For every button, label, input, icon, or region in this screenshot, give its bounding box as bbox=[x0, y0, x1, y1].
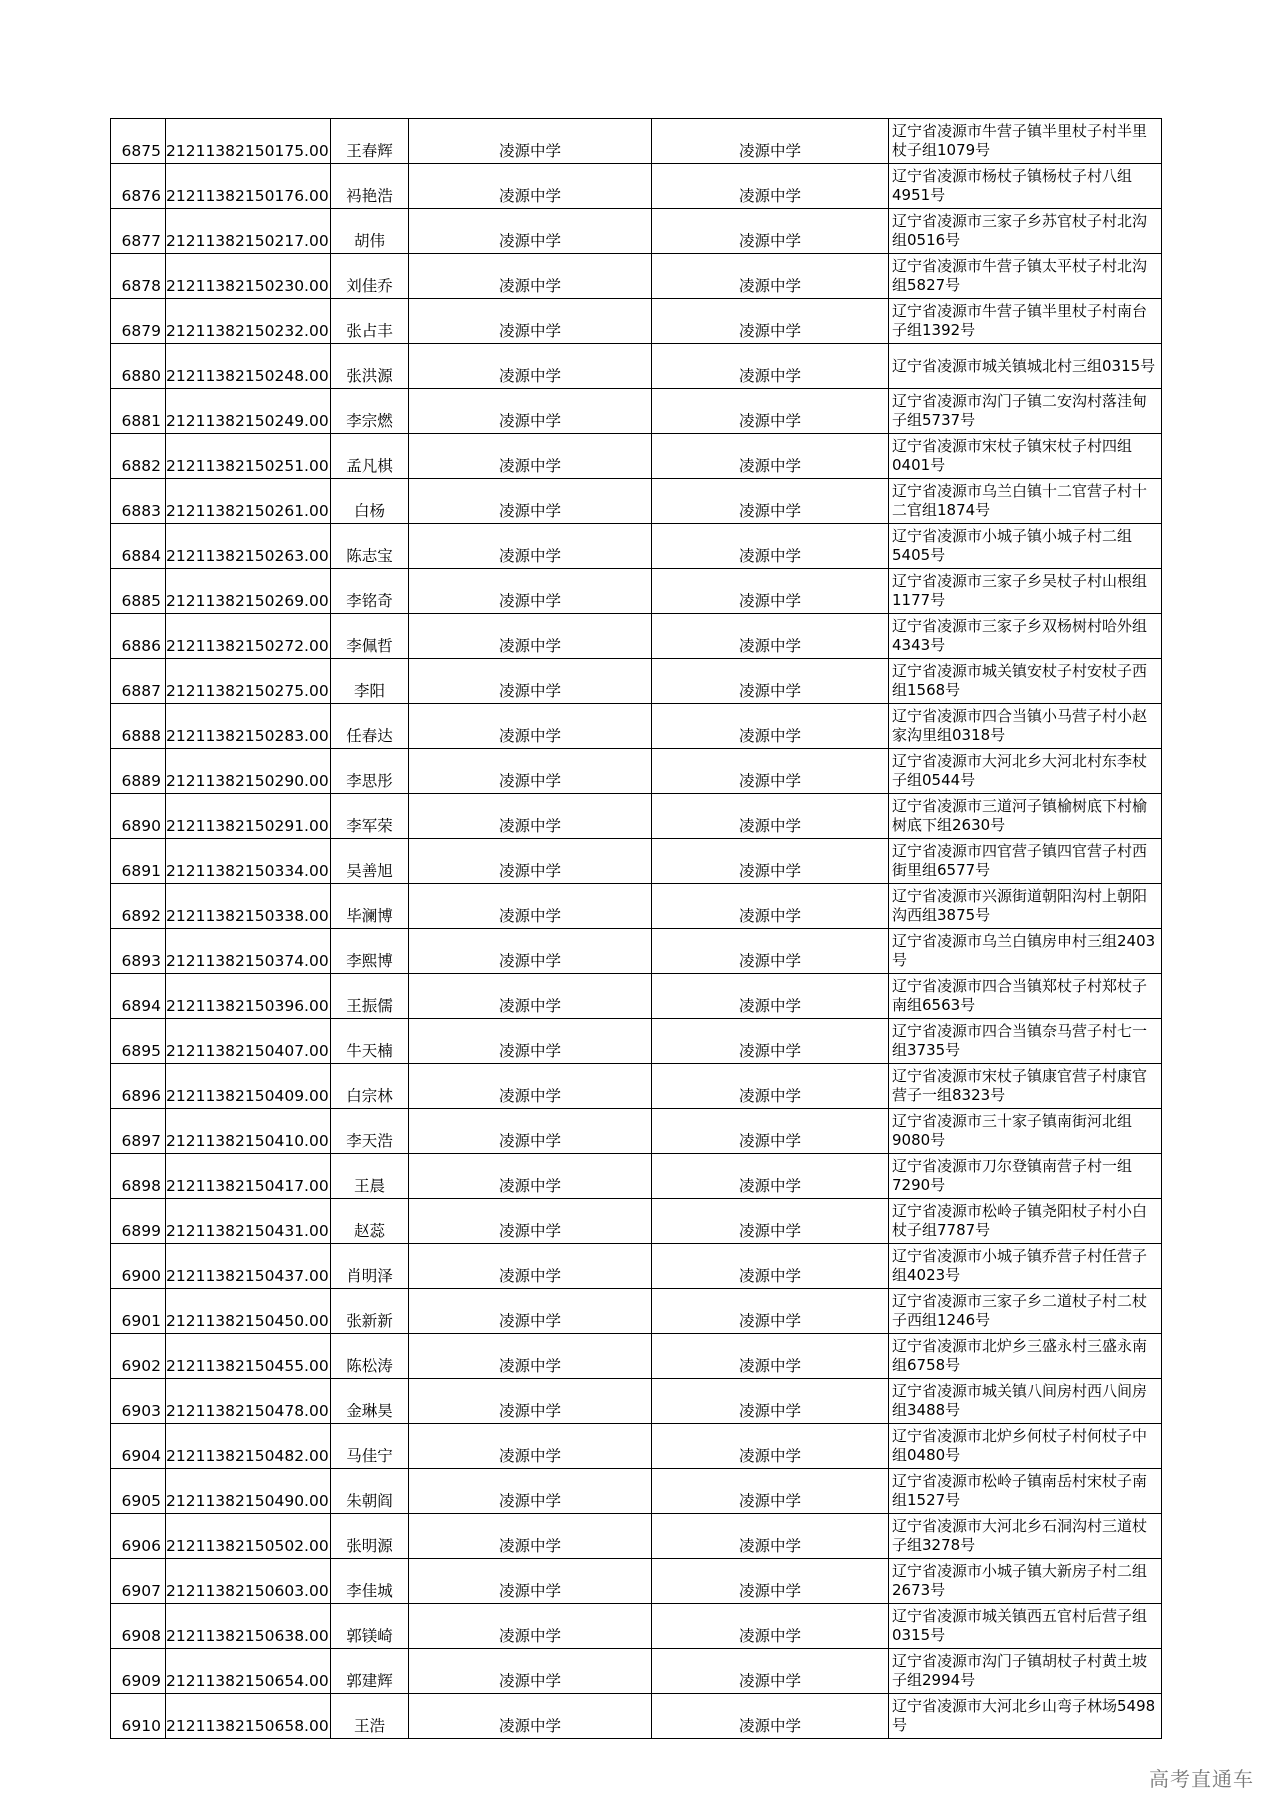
row-number-cell: 6890 bbox=[111, 794, 166, 839]
home-address-cell: 辽宁省凌源市城关镇八间房村西八间房组3488号 bbox=[889, 1379, 1162, 1424]
graduation-school-cell: 凌源中学 bbox=[652, 839, 889, 884]
student-name-cell: 李天浩 bbox=[331, 1109, 409, 1154]
school-name-cell: 凌源中学 bbox=[409, 1154, 652, 1199]
school-name-cell: 凌源中学 bbox=[409, 839, 652, 884]
student-name-cell: 白杨 bbox=[331, 479, 409, 524]
home-address-cell: 辽宁省凌源市宋杖子镇宋杖子村四组0401号 bbox=[889, 434, 1162, 479]
exam-number-cell: 21211382150396.00 bbox=[166, 974, 331, 1019]
row-number-cell: 6884 bbox=[111, 524, 166, 569]
home-address-cell: 辽宁省凌源市乌兰白镇十二官营子村十二官组1874号 bbox=[889, 479, 1162, 524]
row-number-cell: 6902 bbox=[111, 1334, 166, 1379]
school-name-cell: 凌源中学 bbox=[409, 524, 652, 569]
table-row bbox=[111, 344, 1162, 389]
graduation-school-cell: 凌源中学 bbox=[652, 1109, 889, 1154]
table-row bbox=[111, 1199, 1162, 1244]
graduation-school-cell: 凌源中学 bbox=[652, 1694, 889, 1739]
student-name-cell: 李佩哲 bbox=[331, 614, 409, 659]
home-address-cell: 辽宁省凌源市刀尔登镇南营子村一组7290号 bbox=[889, 1154, 1162, 1199]
student-name-cell: 李铭奇 bbox=[331, 569, 409, 614]
school-name-cell: 凌源中学 bbox=[409, 1064, 652, 1109]
exam-number-cell: 21211382150232.00 bbox=[166, 299, 331, 344]
exam-number-cell: 21211382150658.00 bbox=[166, 1694, 331, 1739]
home-address-cell: 辽宁省凌源市三家子乡二道杖子村二杖子西组1246号 bbox=[889, 1289, 1162, 1334]
row-number-cell: 6891 bbox=[111, 839, 166, 884]
student-name-cell: 张明源 bbox=[331, 1514, 409, 1559]
student-name-cell: 郭建辉 bbox=[331, 1649, 409, 1694]
graduation-school-cell: 凌源中学 bbox=[652, 209, 889, 254]
student-name-cell: 白宗林 bbox=[331, 1064, 409, 1109]
school-name-cell: 凌源中学 bbox=[409, 1514, 652, 1559]
exam-number-cell: 21211382150291.00 bbox=[166, 794, 331, 839]
graduation-school-cell: 凌源中学 bbox=[652, 164, 889, 209]
exam-number-cell: 21211382150490.00 bbox=[166, 1469, 331, 1514]
row-number-cell: 6904 bbox=[111, 1424, 166, 1469]
graduation-school-cell: 凌源中学 bbox=[652, 1559, 889, 1604]
table-row bbox=[111, 1109, 1162, 1154]
row-number-cell: 6877 bbox=[111, 209, 166, 254]
row-number-cell: 6889 bbox=[111, 749, 166, 794]
school-name-cell: 凌源中学 bbox=[409, 434, 652, 479]
school-name-cell: 凌源中学 bbox=[409, 254, 652, 299]
graduation-school-cell: 凌源中学 bbox=[652, 344, 889, 389]
graduation-school-cell: 凌源中学 bbox=[652, 1019, 889, 1064]
home-address-cell: 辽宁省凌源市大河北乡大河北村东李杖子组0544号 bbox=[889, 749, 1162, 794]
graduation-school-cell: 凌源中学 bbox=[652, 479, 889, 524]
exam-number-cell: 21211382150230.00 bbox=[166, 254, 331, 299]
row-number-cell: 6893 bbox=[111, 929, 166, 974]
table-row bbox=[111, 1154, 1162, 1199]
exam-number-cell: 21211382150272.00 bbox=[166, 614, 331, 659]
exam-number-cell: 21211382150437.00 bbox=[166, 1244, 331, 1289]
exam-number-cell: 21211382150334.00 bbox=[166, 839, 331, 884]
exam-number-cell: 21211382150482.00 bbox=[166, 1424, 331, 1469]
home-address-cell: 辽宁省凌源市乌兰白镇房申村三组2403号 bbox=[889, 929, 1162, 974]
row-number-cell: 6895 bbox=[111, 1019, 166, 1064]
graduation-school-cell: 凌源中学 bbox=[652, 1424, 889, 1469]
school-name-cell: 凌源中学 bbox=[409, 1289, 652, 1334]
table-row bbox=[111, 389, 1162, 434]
table-row bbox=[111, 254, 1162, 299]
row-number-cell: 6886 bbox=[111, 614, 166, 659]
table-row bbox=[111, 1649, 1162, 1694]
table-row bbox=[111, 794, 1162, 839]
exam-number-cell: 21211382150417.00 bbox=[166, 1154, 331, 1199]
student-name-cell: 李宗燃 bbox=[331, 389, 409, 434]
home-address-cell: 辽宁省凌源市三家子乡吴杖子村山根组1177号 bbox=[889, 569, 1162, 614]
school-name-cell: 凌源中学 bbox=[409, 1604, 652, 1649]
row-number-cell: 6882 bbox=[111, 434, 166, 479]
table-row bbox=[111, 164, 1162, 209]
exam-number-cell: 21211382150176.00 bbox=[166, 164, 331, 209]
graduation-school-cell: 凌源中学 bbox=[652, 119, 889, 164]
student-name-cell: 李熙博 bbox=[331, 929, 409, 974]
row-number-cell: 6883 bbox=[111, 479, 166, 524]
graduation-school-cell: 凌源中学 bbox=[652, 524, 889, 569]
graduation-school-cell: 凌源中学 bbox=[652, 884, 889, 929]
student-name-cell: 任春达 bbox=[331, 704, 409, 749]
home-address-cell: 辽宁省凌源市宋杖子镇康官营子村康官营子一组8323号 bbox=[889, 1064, 1162, 1109]
row-number-cell: 6900 bbox=[111, 1244, 166, 1289]
watermark-text: 高考直通车 bbox=[1149, 1767, 1254, 1791]
row-number-cell: 6878 bbox=[111, 254, 166, 299]
student-name-cell: 王浩 bbox=[331, 1694, 409, 1739]
graduation-school-cell: 凌源中学 bbox=[652, 299, 889, 344]
row-number-cell: 6898 bbox=[111, 1154, 166, 1199]
home-address-cell: 辽宁省凌源市四合当镇小马营子村小赵家沟里组0318号 bbox=[889, 704, 1162, 749]
home-address-cell: 辽宁省凌源市三道河子镇榆树底下村榆树底下组2630号 bbox=[889, 794, 1162, 839]
student-name-cell: 陈松涛 bbox=[331, 1334, 409, 1379]
row-number-cell: 6897 bbox=[111, 1109, 166, 1154]
school-name-cell: 凌源中学 bbox=[409, 929, 652, 974]
table-row bbox=[111, 929, 1162, 974]
graduation-school-cell: 凌源中学 bbox=[652, 974, 889, 1019]
school-name-cell: 凌源中学 bbox=[409, 1469, 652, 1514]
exam-number-cell: 21211382150269.00 bbox=[166, 569, 331, 614]
table-row bbox=[111, 119, 1162, 164]
table-row bbox=[111, 1514, 1162, 1559]
school-name-cell: 凌源中学 bbox=[409, 704, 652, 749]
table-row bbox=[111, 1334, 1162, 1379]
exam-number-cell: 21211382150263.00 bbox=[166, 524, 331, 569]
row-number-cell: 6892 bbox=[111, 884, 166, 929]
exam-number-cell: 21211382150175.00 bbox=[166, 119, 331, 164]
student-name-cell: 金琳昊 bbox=[331, 1379, 409, 1424]
graduation-school-cell: 凌源中学 bbox=[652, 1064, 889, 1109]
row-number-cell: 6910 bbox=[111, 1694, 166, 1739]
row-number-cell: 6880 bbox=[111, 344, 166, 389]
student-name-cell: 李思彤 bbox=[331, 749, 409, 794]
school-name-cell: 凌源中学 bbox=[409, 1109, 652, 1154]
table-row bbox=[111, 704, 1162, 749]
student-name-cell: 祃艳浩 bbox=[331, 164, 409, 209]
row-number-cell: 6899 bbox=[111, 1199, 166, 1244]
graduation-school-cell: 凌源中学 bbox=[652, 1199, 889, 1244]
table-row bbox=[111, 839, 1162, 884]
table-body bbox=[111, 119, 1162, 1739]
table-row bbox=[111, 1289, 1162, 1334]
table-row bbox=[111, 1379, 1162, 1424]
table-row bbox=[111, 1469, 1162, 1514]
student-name-cell: 牛天楠 bbox=[331, 1019, 409, 1064]
exam-number-cell: 21211382150248.00 bbox=[166, 344, 331, 389]
exam-number-cell: 21211382150374.00 bbox=[166, 929, 331, 974]
table-row bbox=[111, 209, 1162, 254]
row-number-cell: 6903 bbox=[111, 1379, 166, 1424]
home-address-cell: 辽宁省凌源市牛营子镇太平杖子村北沟组5827号 bbox=[889, 254, 1162, 299]
home-address-cell: 辽宁省凌源市小城子镇大新房子村二组2673号 bbox=[889, 1559, 1162, 1604]
row-number-cell: 6879 bbox=[111, 299, 166, 344]
table-row bbox=[111, 479, 1162, 524]
graduation-school-cell: 凌源中学 bbox=[652, 254, 889, 299]
graduation-school-cell: 凌源中学 bbox=[652, 704, 889, 749]
row-number-cell: 6901 bbox=[111, 1289, 166, 1334]
student-name-cell: 毕澜博 bbox=[331, 884, 409, 929]
row-number-cell: 6896 bbox=[111, 1064, 166, 1109]
row-number-cell: 6881 bbox=[111, 389, 166, 434]
exam-number-cell: 21211382150603.00 bbox=[166, 1559, 331, 1604]
school-name-cell: 凌源中学 bbox=[409, 974, 652, 1019]
graduation-school-cell: 凌源中学 bbox=[652, 794, 889, 839]
home-address-cell: 辽宁省凌源市三十家子镇南街河北组9080号 bbox=[889, 1109, 1162, 1154]
table-row bbox=[111, 614, 1162, 659]
graduation-school-cell: 凌源中学 bbox=[652, 389, 889, 434]
student-name-cell: 李阳 bbox=[331, 659, 409, 704]
student-name-cell: 李佳城 bbox=[331, 1559, 409, 1604]
row-number-cell: 6909 bbox=[111, 1649, 166, 1694]
home-address-cell: 辽宁省凌源市松岭子镇尧阳杖子村小白杖子组7787号 bbox=[889, 1199, 1162, 1244]
exam-number-cell: 21211382150217.00 bbox=[166, 209, 331, 254]
table-row bbox=[111, 749, 1162, 794]
exam-number-cell: 21211382150410.00 bbox=[166, 1109, 331, 1154]
table-row bbox=[111, 1559, 1162, 1604]
row-number-cell: 6908 bbox=[111, 1604, 166, 1649]
school-name-cell: 凌源中学 bbox=[409, 659, 652, 704]
home-address-cell: 辽宁省凌源市三家子乡苏官杖子村北沟组0516号 bbox=[889, 209, 1162, 254]
home-address-cell: 辽宁省凌源市杨杖子镇杨杖子村八组4951号 bbox=[889, 164, 1162, 209]
graduation-school-cell: 凌源中学 bbox=[652, 659, 889, 704]
school-name-cell: 凌源中学 bbox=[409, 1379, 652, 1424]
exam-number-cell: 21211382150290.00 bbox=[166, 749, 331, 794]
home-address-cell: 辽宁省凌源市沟门子镇胡杖子村黄土坡子组2994号 bbox=[889, 1649, 1162, 1694]
student-name-cell: 王振儒 bbox=[331, 974, 409, 1019]
student-name-cell: 王晨 bbox=[331, 1154, 409, 1199]
graduation-school-cell: 凌源中学 bbox=[652, 434, 889, 479]
exam-number-cell: 21211382150638.00 bbox=[166, 1604, 331, 1649]
home-address-cell: 辽宁省凌源市松岭子镇南岳村宋杖子南组1527号 bbox=[889, 1469, 1162, 1514]
row-number-cell: 6907 bbox=[111, 1559, 166, 1604]
graduation-school-cell: 凌源中学 bbox=[652, 1379, 889, 1424]
home-address-cell: 辽宁省凌源市大河北乡石洞沟村三道杖子组3278号 bbox=[889, 1514, 1162, 1559]
graduation-school-cell: 凌源中学 bbox=[652, 1604, 889, 1649]
student-name-cell: 李军荣 bbox=[331, 794, 409, 839]
graduation-school-cell: 凌源中学 bbox=[652, 1334, 889, 1379]
graduation-school-cell: 凌源中学 bbox=[652, 569, 889, 614]
home-address-cell: 辽宁省凌源市北炉乡三盛永村三盛永南组6758号 bbox=[889, 1334, 1162, 1379]
home-address-cell: 辽宁省凌源市城关镇城北村三组0315号 bbox=[889, 344, 1162, 389]
student-name-cell: 张新新 bbox=[331, 1289, 409, 1334]
graduation-school-cell: 凌源中学 bbox=[652, 929, 889, 974]
exam-number-cell: 21211382150249.00 bbox=[166, 389, 331, 434]
student-name-cell: 马佳宁 bbox=[331, 1424, 409, 1469]
table-row bbox=[111, 524, 1162, 569]
school-name-cell: 凌源中学 bbox=[409, 884, 652, 929]
row-number-cell: 6906 bbox=[111, 1514, 166, 1559]
exam-number-cell: 21211382150502.00 bbox=[166, 1514, 331, 1559]
student-name-cell: 张占丰 bbox=[331, 299, 409, 344]
home-address-cell: 辽宁省凌源市四合当镇郑杖子村郑杖子南组6563号 bbox=[889, 974, 1162, 1019]
exam-number-cell: 21211382150407.00 bbox=[166, 1019, 331, 1064]
school-name-cell: 凌源中学 bbox=[409, 1199, 652, 1244]
student-name-cell: 胡伟 bbox=[331, 209, 409, 254]
row-number-cell: 6894 bbox=[111, 974, 166, 1019]
home-address-cell: 辽宁省凌源市三家子乡双杨树村哈外组4343号 bbox=[889, 614, 1162, 659]
row-number-cell: 6887 bbox=[111, 659, 166, 704]
school-name-cell: 凌源中学 bbox=[409, 1424, 652, 1469]
school-name-cell: 凌源中学 bbox=[409, 1694, 652, 1739]
exam-number-cell: 21211382150450.00 bbox=[166, 1289, 331, 1334]
row-number-cell: 6905 bbox=[111, 1469, 166, 1514]
school-name-cell: 凌源中学 bbox=[409, 209, 652, 254]
exam-number-cell: 21211382150261.00 bbox=[166, 479, 331, 524]
graduation-school-cell: 凌源中学 bbox=[652, 1649, 889, 1694]
home-address-cell: 辽宁省凌源市牛营子镇半里杖子村半里杖子组1079号 bbox=[889, 119, 1162, 164]
table-row bbox=[111, 569, 1162, 614]
table-row bbox=[111, 299, 1162, 344]
exam-number-cell: 21211382150431.00 bbox=[166, 1199, 331, 1244]
school-name-cell: 凌源中学 bbox=[409, 569, 652, 614]
exam-number-cell: 21211382150283.00 bbox=[166, 704, 331, 749]
table-row bbox=[111, 884, 1162, 929]
row-number-cell: 6888 bbox=[111, 704, 166, 749]
home-address-cell: 辽宁省凌源市城关镇安杖子村安杖子西组1568号 bbox=[889, 659, 1162, 704]
school-name-cell: 凌源中学 bbox=[409, 1019, 652, 1064]
home-address-cell: 辽宁省凌源市四官营子镇四官营子村西街里组6577号 bbox=[889, 839, 1162, 884]
school-name-cell: 凌源中学 bbox=[409, 119, 652, 164]
table-row bbox=[111, 1244, 1162, 1289]
school-name-cell: 凌源中学 bbox=[409, 164, 652, 209]
student-name-cell: 朱朝阎 bbox=[331, 1469, 409, 1514]
student-name-cell: 赵蕊 bbox=[331, 1199, 409, 1244]
exam-number-cell: 21211382150338.00 bbox=[166, 884, 331, 929]
exam-number-cell: 21211382150654.00 bbox=[166, 1649, 331, 1694]
student-name-cell: 孟凡棋 bbox=[331, 434, 409, 479]
home-address-cell: 辽宁省凌源市小城子镇乔营子村任营子组4023号 bbox=[889, 1244, 1162, 1289]
school-name-cell: 凌源中学 bbox=[409, 1559, 652, 1604]
home-address-cell: 辽宁省凌源市城关镇西五官村后营子组0315号 bbox=[889, 1604, 1162, 1649]
student-name-cell: 张洪源 bbox=[331, 344, 409, 389]
table-row bbox=[111, 1604, 1162, 1649]
student-name-cell: 肖明泽 bbox=[331, 1244, 409, 1289]
school-name-cell: 凌源中学 bbox=[409, 344, 652, 389]
school-name-cell: 凌源中学 bbox=[409, 614, 652, 659]
graduation-school-cell: 凌源中学 bbox=[652, 1289, 889, 1334]
exam-number-cell: 21211382150275.00 bbox=[166, 659, 331, 704]
school-name-cell: 凌源中学 bbox=[409, 749, 652, 794]
student-name-cell: 王春辉 bbox=[331, 119, 409, 164]
home-address-cell: 辽宁省凌源市大河北乡山弯子林场5498号 bbox=[889, 1694, 1162, 1739]
graduation-school-cell: 凌源中学 bbox=[652, 1469, 889, 1514]
table-row bbox=[111, 1019, 1162, 1064]
graduation-school-cell: 凌源中学 bbox=[652, 1154, 889, 1199]
exam-number-cell: 21211382150251.00 bbox=[166, 434, 331, 479]
graduation-school-cell: 凌源中学 bbox=[652, 749, 889, 794]
exam-number-cell: 21211382150409.00 bbox=[166, 1064, 331, 1109]
row-number-cell: 6885 bbox=[111, 569, 166, 614]
table-row bbox=[111, 1064, 1162, 1109]
table-row bbox=[111, 434, 1162, 479]
student-name-cell: 刘佳乔 bbox=[331, 254, 409, 299]
table-row bbox=[111, 1424, 1162, 1469]
graduation-school-cell: 凌源中学 bbox=[652, 614, 889, 659]
exam-number-cell: 21211382150478.00 bbox=[166, 1379, 331, 1424]
school-name-cell: 凌源中学 bbox=[409, 389, 652, 434]
admission-list-table bbox=[110, 118, 1162, 1739]
graduation-school-cell: 凌源中学 bbox=[652, 1514, 889, 1559]
table-row bbox=[111, 974, 1162, 1019]
home-address-cell: 辽宁省凌源市兴源街道朝阳沟村上朝阳沟西组3875号 bbox=[889, 884, 1162, 929]
school-name-cell: 凌源中学 bbox=[409, 1244, 652, 1289]
row-number-cell: 6875 bbox=[111, 119, 166, 164]
home-address-cell: 辽宁省凌源市北炉乡何杖子村何杖子中组0480号 bbox=[889, 1424, 1162, 1469]
school-name-cell: 凌源中学 bbox=[409, 1334, 652, 1379]
home-address-cell: 辽宁省凌源市四合当镇奈马营子村七一组3735号 bbox=[889, 1019, 1162, 1064]
student-name-cell: 郭镁崎 bbox=[331, 1604, 409, 1649]
school-name-cell: 凌源中学 bbox=[409, 794, 652, 839]
school-name-cell: 凌源中学 bbox=[409, 299, 652, 344]
table-row bbox=[111, 1694, 1162, 1739]
school-name-cell: 凌源中学 bbox=[409, 1649, 652, 1694]
home-address-cell: 辽宁省凌源市小城子镇小城子村二组5405号 bbox=[889, 524, 1162, 569]
home-address-cell: 辽宁省凌源市牛营子镇半里杖子村南台子组1392号 bbox=[889, 299, 1162, 344]
graduation-school-cell: 凌源中学 bbox=[652, 1244, 889, 1289]
table-row bbox=[111, 659, 1162, 704]
row-number-cell: 6876 bbox=[111, 164, 166, 209]
school-name-cell: 凌源中学 bbox=[409, 479, 652, 524]
student-name-cell: 陈志宝 bbox=[331, 524, 409, 569]
student-name-cell: 吴善旭 bbox=[331, 839, 409, 884]
home-address-cell: 辽宁省凌源市沟门子镇二安沟村落洼甸子组5737号 bbox=[889, 389, 1162, 434]
exam-number-cell: 21211382150455.00 bbox=[166, 1334, 331, 1379]
